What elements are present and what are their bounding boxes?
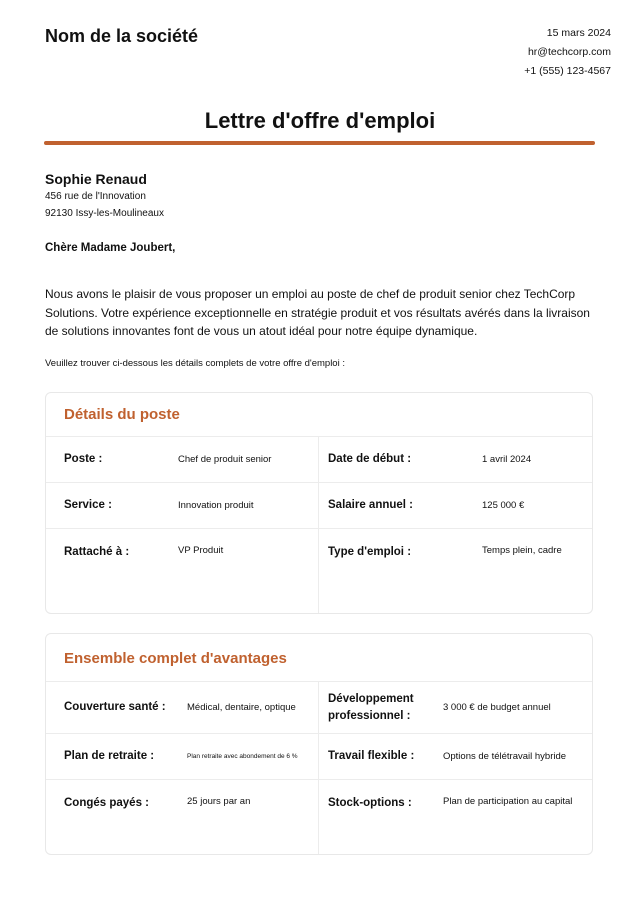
benefit-label: Couverture santé :	[64, 701, 166, 713]
intro-paragraph: Nous avons le plaisir de vous proposer un emploi au poste de chef de produit senior chez TechCorp Solutions. Votre expérience exceptionnelle en stratégie produit et vos résultats avérés dans la livraison de solutions innovantes font de vous un atout idéal pour notre équipe dynamique.	[45, 287, 590, 338]
contact-email: hr@techcorp.com	[527, 46, 611, 58]
details-lead: Veuillez trouver ci-dessous les détails complets de votre offre d'emploi :	[45, 358, 345, 369]
position-details-title: Détails du poste	[46, 393, 592, 437]
benefit-value: Options de télétravail hybride	[443, 750, 567, 762]
detail-value: 1 avril 2024	[482, 453, 532, 465]
detail-value: Temps plein, cadre	[482, 545, 562, 556]
detail-value: VP Produit	[178, 545, 224, 556]
position-details-card	[45, 392, 593, 614]
detail-value: Innovation produit	[178, 499, 254, 511]
detail-cell-salary	[319, 483, 592, 529]
benefit-label: Congés payés :	[64, 797, 149, 809]
detail-label: Type d'emploi :	[328, 546, 412, 558]
detail-label: Service :	[64, 499, 112, 511]
recipient-street: 456 rue de l'Innovation	[45, 191, 146, 202]
detail-cell-reports-to	[46, 529, 319, 613]
benefit-cell-development	[319, 682, 592, 734]
detail-cell-employment-type	[319, 529, 592, 613]
detail-value: 125 000 €	[482, 499, 525, 511]
benefit-cell-stock-options	[319, 780, 592, 854]
position-details-grid	[46, 437, 592, 613]
salutation: Chère Madame Joubert,	[45, 242, 176, 254]
sender-contact	[524, 24, 611, 81]
detail-cell-service	[46, 483, 319, 529]
detail-label: Date de début :	[328, 453, 412, 465]
benefit-label: Stock-options :	[328, 797, 412, 809]
benefit-label: Développement professionnel :	[328, 692, 414, 722]
recipient-name: Sophie Renaud	[45, 171, 147, 187]
benefits-card	[45, 633, 593, 855]
benefit-value: 3 000 € de budget annuel	[443, 701, 551, 713]
detail-cell-start-date	[319, 437, 592, 483]
benefit-cell-flexible-work	[319, 734, 592, 780]
benefit-cell-retirement	[46, 734, 319, 780]
benefit-label: Plan de retraite :	[64, 750, 155, 762]
benefit-cell-health	[46, 682, 319, 734]
recipient-address	[45, 188, 164, 222]
company-name: Nom de la société	[45, 26, 199, 46]
title-divider	[44, 141, 595, 145]
benefit-value: Plan de participation au capital	[443, 796, 573, 807]
detail-cell-poste	[46, 437, 319, 483]
benefit-value: Médical, dentaire, optique	[187, 701, 296, 713]
detail-label: Rattaché à :	[64, 546, 130, 558]
letter-date: 15 mars 2024	[546, 27, 611, 39]
benefit-value: Plan retraite avec abondement de 6 %	[187, 752, 298, 760]
recipient-city: 92130 Issy-les-Moulineaux	[45, 208, 164, 219]
benefit-value: 25 jours par an	[187, 796, 251, 807]
detail-label: Poste :	[64, 453, 103, 465]
benefit-label: Travail flexible :	[328, 750, 415, 762]
benefits-grid	[46, 682, 592, 854]
benefits-title: Ensemble complet d'avantages	[46, 634, 592, 682]
benefit-cell-paid-leave	[46, 780, 319, 854]
document-title: Lettre d'offre d'emploi	[204, 108, 436, 133]
detail-value: Chef de produit senior	[178, 453, 272, 465]
contact-phone: +1 (555) 123-4567	[524, 65, 611, 77]
detail-label: Salaire annuel :	[328, 499, 414, 511]
